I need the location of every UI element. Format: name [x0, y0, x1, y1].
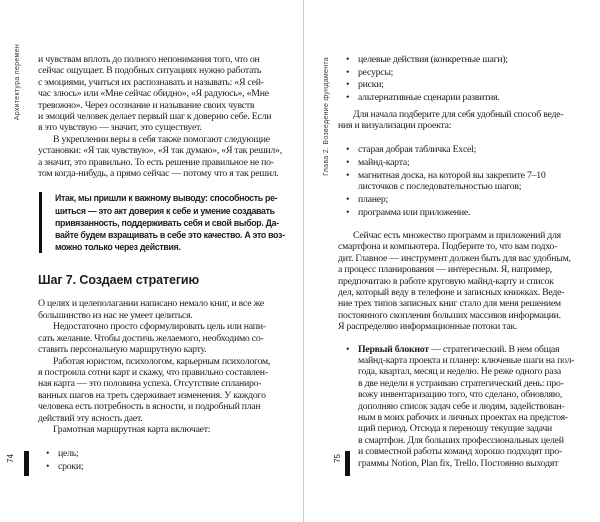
bullet-item	[338, 92, 596, 103]
callout-box	[39, 192, 296, 253]
text-line: предпочитаю в работе круговую майнд-карту и список	[338, 275, 554, 287]
bullet-icon: •	[346, 343, 350, 355]
bullet-text	[358, 54, 596, 65]
right-margin-label: Глава 2. Возведение фундамента	[323, 57, 330, 176]
bullet-icon: •	[346, 169, 350, 181]
text-line: дополняю список задач себе и людям, задействован-	[358, 400, 565, 412]
bullet-icon: •	[346, 206, 350, 218]
text-line: сать желание. Чтобы достичь желаемого, необходимо со-	[38, 332, 264, 344]
text-line: цель;	[58, 448, 79, 460]
text-line: смартфона и компьютера. Подберите то, что вам подхо-	[338, 241, 558, 253]
text-line: ние трех типов записных книг стало для меня решением	[338, 298, 561, 310]
bullet-icon: •	[346, 92, 350, 104]
bullet-text	[358, 92, 596, 103]
bullet-list	[338, 144, 596, 218]
text-line: Недостаточно просто сформулировать цель или напи-	[53, 321, 266, 333]
bullet-text	[358, 170, 596, 193]
text-line: ставить персональную маршрутную карту.	[38, 344, 207, 356]
body-paragraphs	[338, 109, 596, 132]
text-line: ванных шагов на треть сдерживает изменения. У каждого	[38, 389, 266, 401]
text-line: тревожно». Через осознание и называние своих чувств	[38, 99, 255, 111]
bullet-text	[58, 461, 296, 472]
bullet-text	[358, 194, 596, 205]
text-line: сроки;	[58, 461, 84, 473]
text-line: том когда-нибудь, а прямо сейчас — потому что я так решил.	[38, 168, 279, 180]
bullet-item	[38, 461, 296, 472]
bullet-item	[338, 144, 596, 155]
body-paragraphs	[38, 298, 296, 435]
bullet-text	[358, 67, 596, 78]
text-line: сейчас ощущает. В подобных ситуациях нужно работать	[38, 65, 262, 77]
bullet-icon: •	[346, 54, 350, 65]
bullet-item	[338, 207, 596, 218]
text-line: щий период. Отсюда я переношу текущие задачи	[358, 423, 553, 435]
bullet-list	[38, 448, 296, 472]
text-line: с эмоциями, учиться их распознавать и называть: «Я сей-	[38, 76, 264, 88]
bullet-icon: •	[346, 79, 350, 91]
bullet-text	[358, 144, 596, 155]
bullet-icon: •	[346, 193, 350, 205]
bullet-icon: •	[46, 461, 50, 473]
text-line: постоянного скопления больших массивов информации.	[338, 309, 561, 321]
bullet-item	[338, 79, 596, 90]
bullet-item	[338, 157, 596, 168]
body-paragraphs	[38, 54, 296, 179]
text-line: риски;	[358, 79, 384, 91]
text-line: в смартфон. Для больших профессиональных целей	[358, 434, 564, 446]
text-line: действий эту ясность дает.	[38, 412, 143, 424]
text-line: старая добрая табличка Excel;	[358, 144, 477, 156]
bullet-text	[58, 448, 296, 459]
bullet-icon: •	[346, 144, 350, 156]
left-page-number: 74	[6, 454, 15, 463]
bullet-text	[358, 157, 596, 168]
bullet-icon: •	[346, 66, 350, 78]
text-line: и эмоций человек делает первый шаг к доверию себе. Если	[38, 111, 272, 123]
bullet-text	[358, 344, 596, 469]
bullet-item	[338, 194, 596, 205]
left-text-column	[38, 54, 296, 474]
text-line: и чувствам вплоть до полного непонимания того, что он	[38, 54, 260, 65]
bullet-text	[358, 79, 596, 90]
text-line: Для начала подберите для себя удобный способ веде-	[353, 108, 564, 120]
bullet-text	[358, 207, 596, 218]
text-line: ресурсы;	[358, 66, 394, 78]
bullet-item	[338, 344, 596, 469]
text-line: Итак, мы пришли к важному выводу: способность ре-	[55, 193, 278, 204]
page-right	[304, 0, 600, 522]
text-line: дит. Главное — инструмент должен быть для вас удобным,	[338, 252, 571, 264]
text-line: шиться — это акт доверия к себе и умение создавать	[55, 205, 275, 216]
text-line: час злюсь» или «Мне сейчас обидно», «Я радуюсь», «Мне	[38, 88, 269, 100]
text-line: альтернативные сценарии развития.	[358, 92, 500, 104]
text-line: майнд-карта;	[358, 157, 410, 169]
text-line: Работая юристом, психологом, карьерным психологом,	[53, 355, 271, 367]
text-line: установки: «Я так чувствую», «Я так думаю», «Я так решил»,	[38, 145, 282, 157]
bullet-item	[338, 67, 596, 78]
text-line: Первый блокнот — стратегический. В нем общая	[358, 343, 560, 355]
right-page-number: 75	[333, 454, 342, 463]
text-line: программа или приложение.	[358, 206, 471, 218]
text-line: Я распределяю информационные потоки так.	[338, 321, 518, 333]
text-line: вайте будем взращивать в себе это качество. А это воз-	[55, 230, 285, 241]
text-line: граммы Notion, Plan fix, Trello. Постоянно выходят	[358, 457, 559, 469]
text-line: майнд-карта проекта и планер: ключевые шаги на пол-	[358, 355, 575, 367]
text-line: листочков с последовательностью шагов;	[358, 181, 522, 193]
left-folio-bar	[24, 451, 29, 476]
bullet-icon: •	[346, 157, 350, 169]
text-line: года, квартал, месяц и неделю. Не реже одного раза	[358, 366, 561, 378]
body-paragraphs	[338, 230, 596, 333]
text-line: Сейчас есть множество программ и приложений для	[353, 229, 561, 241]
text-line: большинство из нас не умеет целиться.	[38, 309, 193, 321]
text-line: привязанность, поддерживать себя и свой выбор. Да-	[55, 217, 279, 228]
text-line: планер;	[358, 193, 388, 205]
text-line: О целях и целеполагании написано немало книг, и все же	[38, 298, 264, 310]
right-text-column	[338, 54, 596, 470]
text-line: ным в моих рабочих и личных проектах на предстоя-	[358, 412, 568, 424]
text-line: человека есть потребность в ясности, и подробный план	[38, 401, 261, 413]
text-line: вожу инвентаризацию того, что сделано, обновляю,	[358, 389, 563, 401]
text-line: а процесс планирования — интересным. Я, например,	[338, 264, 552, 276]
text-line: я построила сотни карт и скажу, что правильно составлен-	[38, 366, 268, 378]
bullet-icon: •	[46, 448, 50, 460]
bullet-list	[338, 54, 596, 104]
text-line: можно только через действия.	[55, 242, 181, 253]
bullet-item	[338, 54, 596, 65]
text-line: а значит, это правильно. То есть решение правильное не по-	[38, 156, 274, 168]
text-line: ния и визуализации проекта:	[338, 119, 452, 131]
text-line: я это чувствую — значит, это существует.	[38, 122, 202, 134]
section-heading: Шаг 7. Создаем стратегию	[38, 273, 200, 288]
text-line: в две недели я устраиваю стратегический день: про-	[358, 377, 564, 389]
text-line: В укреплении веры в себя также помогают следующие	[53, 133, 270, 145]
text-line: дел, который веду в телефоне и записных книжках. Веде-	[338, 286, 565, 298]
text-line: целевые действия (конкретные шаги);	[358, 54, 508, 65]
callout-text	[55, 192, 296, 253]
text-line: ная карта — это половина успеха. Отсутствие спланиро-	[38, 378, 262, 390]
bullet-item	[38, 448, 296, 459]
bullet-list	[338, 344, 596, 469]
text-line: Грамотная маршрутная карта включает:	[53, 423, 211, 435]
left-margin-label: Архитектура перемен	[14, 44, 21, 121]
text-line: магнитная доска, на которой вы закрепите 7–10	[358, 169, 546, 181]
bullet-item	[338, 170, 596, 193]
text-line: и совместной работы команд хорошо подходят про-	[358, 446, 562, 458]
